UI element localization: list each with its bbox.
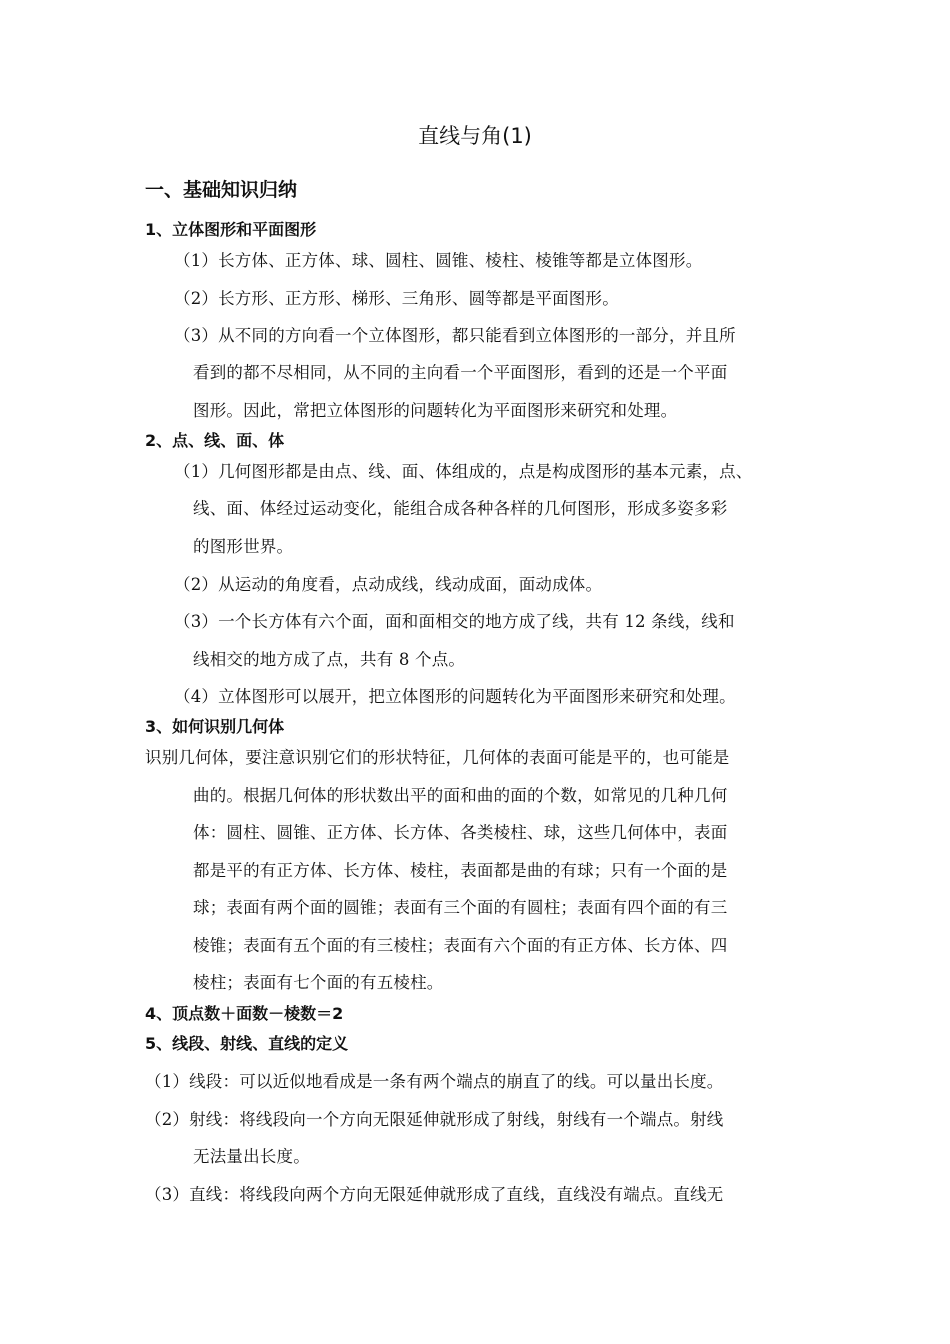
section-heading-basics: 一、基础知识归纳 — [145, 179, 298, 201]
paragraph-line: （2）从运动的角度看，点动成线，线动成面，面动成体。 — [174, 575, 603, 594]
paragraph-line: 球；表面有两个面的圆锥；表面有三个面的有圆柱；表面有四个面的有三 — [193, 898, 728, 917]
paragraph-line: 都是平的有正方体、长方体、棱柱，表面都是曲的有球；只有一个面的是 — [193, 861, 728, 880]
subheading-euler-formula: 4、顶点数＋面数－棱数＝2 — [145, 1004, 344, 1023]
paragraph-line: 曲的。根据几何体的形状数出平的面和曲的面的个数，如常见的几种几何 — [193, 786, 728, 805]
paragraph-line: 无法量出长度。 — [193, 1147, 310, 1166]
paragraph-line: （1）线段：可以近似地看成是一条有两个端点的崩直了的线。可以量出长度。 — [145, 1072, 724, 1091]
paragraph-line: （1）几何图形都是由点、线、面、体组成的，点是构成图形的基本元素，点、 — [174, 462, 753, 481]
paragraph-line: （1）长方体、正方体、球、圆柱、圆锥、棱柱、棱锥等都是立体图形。 — [174, 251, 703, 270]
paragraph-line: 线、面、体经过运动变化，能组合成各种各样的几何图形，形成多姿多彩 — [193, 499, 728, 518]
page-title: 直线与角(1) — [418, 124, 532, 148]
paragraph-line: 棱锥；表面有五个面的有三棱柱；表面有六个面的有正方体、长方体、四 — [193, 936, 728, 955]
paragraph-line: 图形。因此，常把立体图形的问题转化为平面图形来研究和处理。 — [193, 401, 678, 420]
paragraph-line: 的图形世界。 — [193, 537, 294, 556]
paragraph-line: （3）一个长方体有六个面，面和面相交的地方成了线，共有 12 条线，线和 — [174, 612, 735, 631]
paragraph-line: 棱柱；表面有七个面的有五棱柱。 — [193, 973, 444, 992]
paragraph-line: 看到的都不尽相同，从不同的主向看一个平面图形，看到的还是一个平面 — [193, 363, 728, 382]
paragraph-line: （3）从不同的方向看一个立体图形，都只能看到立体图形的一部分，并且所 — [174, 326, 736, 345]
paragraph-line: 识别几何体，要注意识别它们的形状特征，几何体的表面可能是平的，也可能是 — [145, 748, 730, 767]
paragraph-line: （2）射线：将线段向一个方向无限延伸就形成了射线，射线有一个端点。射线 — [145, 1110, 724, 1129]
subheading-identify-solids: 3、如何识别几何体 — [145, 717, 285, 736]
subheading-point-line-face-body: 2、点、线、面、体 — [145, 431, 285, 450]
paragraph-line: （3）直线：将线段向两个方向无限延伸就形成了直线，直线没有端点。直线无 — [145, 1185, 724, 1204]
paragraph-line: 线相交的地方成了点，共有 8 个点。 — [193, 650, 466, 669]
subheading-solid-plane: 1、立体图形和平面图形 — [145, 220, 317, 239]
paragraph-line: （4）立体图形可以展开，把立体图形的问题转化为平面图形来研究和处理。 — [174, 687, 736, 706]
paragraph-line: （2）长方形、正方形、梯形、三角形、圆等都是平面图形。 — [174, 289, 619, 308]
paragraph-line: 体：圆柱、圆锥、正方体、长方体、各类棱柱、球，这些几何体中，表面 — [193, 823, 728, 842]
subheading-segment-ray-line: 5、线段、射线、直线的定义 — [145, 1034, 349, 1053]
